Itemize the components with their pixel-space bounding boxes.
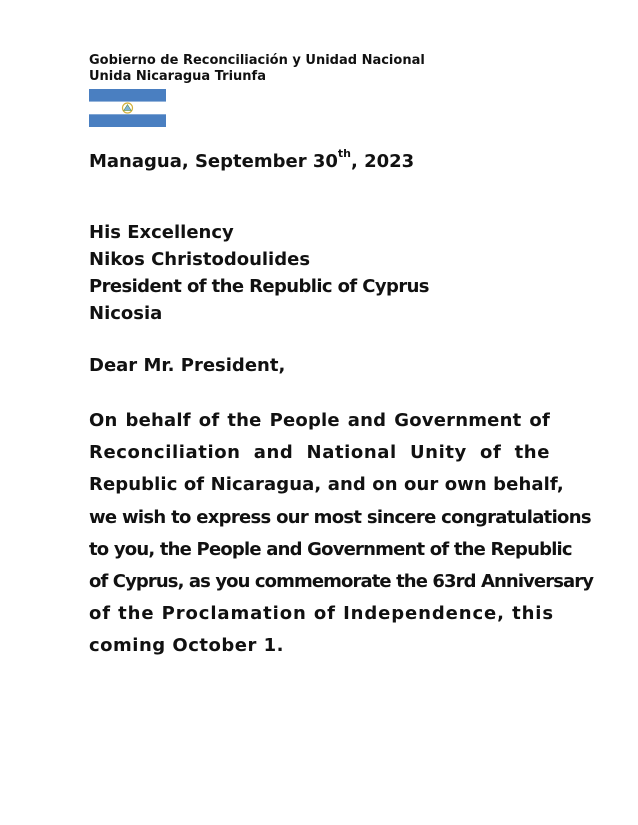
recipient-position: President of the Republic of Cyprus: [89, 276, 429, 297]
body-line: we wish to express our most sincere congratulations: [89, 506, 591, 528]
body-line: Reconciliation and National Unity of the: [89, 442, 550, 464]
government-slogan: Unida Nicaragua Triunfa: [89, 68, 266, 84]
government-name: Gobierno de Reconciliación y Unidad Nacional: [89, 53, 425, 68]
body-line: Republic of Nicaragua, and on our own behalf,: [89, 474, 564, 496]
recipient-block: [89, 219, 429, 327]
recipient-title: His Excellency: [89, 222, 234, 243]
nicaragua-flag-icon: [89, 89, 166, 127]
body-line: of Cyprus, as you commemorate the 63rd Anniversary: [89, 571, 594, 593]
letter-date: Managua, September 30th, 2023: [89, 147, 415, 172]
body-line: coming October 1.: [89, 635, 284, 657]
recipient-name: Nikos Christodoulides: [89, 249, 311, 270]
body-line: On behalf of the People and Government of: [89, 410, 550, 431]
salutation: Dear Mr. President,: [89, 355, 286, 376]
body-line: to you, the People and Government of the Republic: [89, 538, 572, 560]
recipient-city: Nicosia: [89, 303, 163, 324]
body-line: of the Proclamation of Independence, this: [89, 603, 554, 625]
letterhead: [89, 53, 425, 84]
letter-body: [89, 405, 594, 663]
